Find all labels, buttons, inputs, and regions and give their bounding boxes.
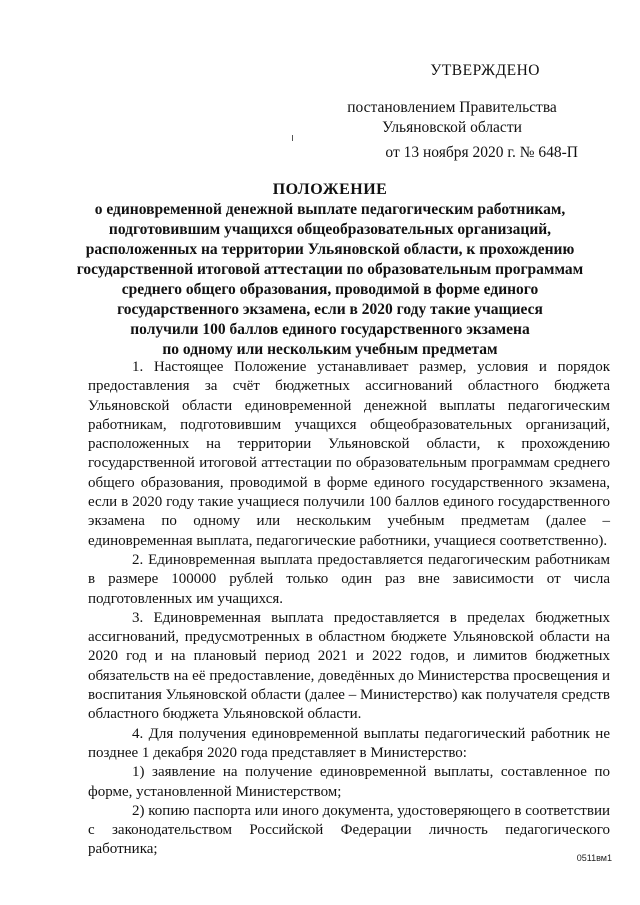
document-heading: ПОЛОЖЕНИЕ <box>272 181 388 198</box>
approval-title: УТВЕРЖДЕНО <box>430 62 540 79</box>
document-code: 0511вм1 <box>576 853 612 863</box>
paragraph-1: 1. Настоящее Положение устанавливает размер, условия и порядок предоставления за счёт бюджетных ассигнований областного бюджета Ульяновской области единовременной денежной выплаты педагогическим работникам, подготовившим учащихся общеобразовательных организаций, расположенных на территории Ульяновской области, к прохождению государственной итоговой аттестации по образовательным программам среднего общего образования, проводимой в форме единого государственного экзамена, если в 2020 году такие учащиеся получили 100 баллов единого государственного экзамена по одному или нескольким учебным предметам (далее – единовременная выплата, педагогические работники, учащиеся соответственно). <box>88 359 610 549</box>
title-line-4: государственной итоговой аттестации по образовательным программам <box>76 261 584 278</box>
paragraph-3: 3. Единовременная выплата предоставляется в пределах бюджетных ассигнований, предусмотренных в областном бюджете Ульяновской области на 2020 год и на плановый период 2021 и 2022 годов, и лимитов бюджетных обязательств на её предоставление, доведённых до Министерства просвещения и воспитания Ульяновской области (далее – Министерство) как получателя средств областного бюджета Ульяновской области. <box>88 609 610 723</box>
scan-mark <box>292 135 293 141</box>
approval-organization <box>332 98 572 138</box>
title-line-3: расположенных на территории Ульяновской области, к прохождению <box>85 241 575 258</box>
title-line-1: о единовременной денежной выплате педагогическим работникам, <box>94 201 566 218</box>
paragraph-4: 4. Для получения единовременной выплаты педагогический работник не позднее 1 декабря 2020 года представляет в Министерство: <box>88 725 610 761</box>
subparagraph-4-1: 1) заявление на получение единовременной выплаты, составленное по форме, установленной Министерством; <box>88 764 610 800</box>
title-line-6: государственного экзамена, если в 2020 году такие учащиеся <box>117 301 543 318</box>
title-line-7: получили 100 баллов единого государственного экзамена <box>130 321 530 338</box>
title-line-2: подготовившим учащихся общеобразовательных организаций, <box>108 221 552 238</box>
document-title <box>60 180 600 360</box>
approval-org-line-1: постановлением Правительства <box>347 99 557 116</box>
document-body <box>88 358 610 860</box>
title-line-8: по одному или нескольким учебным предметам <box>162 341 498 358</box>
subparagraph-4-2: 2) копию паспорта или иного документа, удостоверяющего в соответствии с законодательством Российской Федерации личность педагогического работника; <box>88 802 610 858</box>
approval-date: от 13 ноября 2020 г. № 648-П <box>385 144 578 161</box>
title-line-5: среднего общего образования, проводимой в форме единого <box>121 281 539 298</box>
paragraph-2: 2. Единовременная выплата предоставляется педагогическим работникам в размере 100000 рублей только один раз вне зависимости от числа подготовленных им учащихся. <box>88 551 610 607</box>
approval-org-line-2: Ульяновской области <box>382 119 522 136</box>
